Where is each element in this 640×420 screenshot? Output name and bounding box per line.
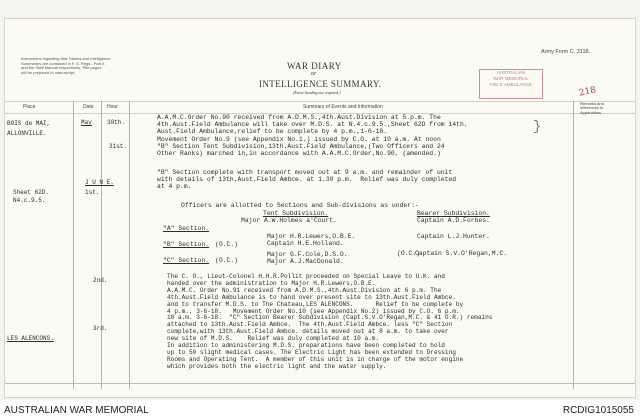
footer-record-id: RCDIG1015055 <box>562 405 634 416</box>
folio-number: 218 <box>578 85 598 99</box>
section-b-oc: (O.C.) <box>215 241 239 248</box>
entry-may-30: A.A.M.C.Order No.90 received from A.D.M.S.,4th.Aust.Division at 5.p.m. The 4th.Aust.Field Ambulance will take over M.D.S. at N.4.c.9.5.,Sheet 62D from 14th. Aust.Field Ambulance,relief to be complete by 4 p.m.,1-6-18. Movement Order No.9 (see Appendix No.1.) issued by C.O. at 10 a.m. At noon "B" Section Tent Subdivision,13th.Aust.Field Ambulance,(Two Officers and 24 Other Ranks) marched in,in accordance with A.A.M.C.Order,No.90, (amended.) <box>157 114 468 158</box>
date-3rd: 3rd. <box>93 325 108 332</box>
date-june: J U N E. <box>85 179 114 186</box>
diary-page <box>4 18 636 398</box>
section-b-tent: Major H.R.Lewers,O.B.E. Captain H.E.Holland. <box>267 233 356 248</box>
section-c-tent: Major G.F.Cole,D.S.O. Major A.J.MacDonald. <box>267 251 348 266</box>
section-a-label: "A" Section. <box>163 225 210 232</box>
page-bottom-rule <box>5 383 635 384</box>
col-rule-date <box>101 101 102 389</box>
date-31st: 31st. <box>109 143 128 150</box>
section-a-tent: Major A.W.Holmes a'Court. <box>241 217 337 224</box>
page-subtitle: INTELLIGENCE SUMMARY. <box>259 79 382 89</box>
col-header-summary: Summary of Events and Information <box>303 104 383 110</box>
section-c-label: "C" Section. <box>163 257 210 264</box>
bearer-subdivision-heading: Bearer Subdivision. <box>417 210 490 217</box>
instructions-note: Instructions regarding War Diaries and Intelligence Summaries are contained in F. S. Regs., Part II. and the Staff Manual respectively. Title pages will be prepared in manuscript. <box>21 56 111 75</box>
awm-stamp <box>479 69 543 99</box>
section-b-bearer: Captain L.J.Hunter. <box>417 233 490 240</box>
col-header-place: Place <box>23 104 36 110</box>
section-c-oc-bearer: (O.C.) <box>397 250 421 257</box>
section-c-oc: (O.C.) <box>215 257 239 264</box>
officers-intro: Officers are allotted to Sections and Sub-divisions as under:- <box>181 202 419 209</box>
date-2nd: 2nd. <box>93 277 108 284</box>
col-rule-hour <box>129 101 130 389</box>
entry-june-2-3: The C. O., Lieut-Colonel H.H.R.Pollit proceeded on Special Leave to U.K. and handed over the administration to Major H.R.Lewers,O.B.E. A.A.M.C. Order No.91 received from A.D.M.S.,4th.Aust.Division at 6 p.m. The 4th.Aust.Field Ambulance is to hand over present site to 13th.Aust.Field Ambce. and to transfer M.D.S. to The Chateau,LES ALENCONS. Relief to be complete by 4 p.m., 3-6-18. Movement Order No.10 (see Appendix No.2) issued by C.O. 6 p.m. 10 a.m. 3-6-18. "C" Section Bearer Subdivision (Capt.S.V.O'Regan,M.C. & 41 O.R.) remains attached to 13th.Aust.Field Ambce. The 4th.Aust.Field Ambce. less "C" Section complete,with 13th.Aust.Field Ambce. details moved out at 8 a.m. to take over new site of M.D.S. Relief was duly completed at 10 a.m. In addition to administering M.D.S. preparations have been completed to hold up to 50 slight medical cases. The Electric Light has been extended to Dressing Rooms and Operating Tent. A member of this unit is in charge of the motor engine which provides both the electric light and the water supply. <box>167 273 493 370</box>
page-title: WAR DIARY <box>287 61 342 71</box>
margin-bracket: } <box>533 119 542 135</box>
place-les-alencons: LES ALENCONS. <box>7 335 54 342</box>
col-rule-summary <box>573 101 574 389</box>
form-number: Army Form C. 2118. <box>541 49 591 55</box>
entry-june-1: "B" Section complete with transport moved out at 9 a.m. and remainder of unit with details of 13th.Aust.Field Ambce. at 1.30 p.m. Relief was duly completed at 4 p.m. <box>157 169 457 191</box>
stamp-text: AUSTRALIAN WAR MEMORIAL FIELD AMBULANCE <box>490 70 532 87</box>
date-may: May <box>81 119 92 126</box>
footer-archive-name: AUSTRALIAN WAR MEMORIAL <box>4 405 149 416</box>
section-c-bearer: Captain S.V.O'Regan,M.C. <box>415 250 508 257</box>
date-1st: 1st. <box>85 189 100 196</box>
place-sheet-62d: Sheet 62D. N4.c.9.5. <box>13 189 50 204</box>
col-header-date: Date <box>83 104 94 110</box>
col-rule-place <box>73 101 74 389</box>
title-or: or <box>311 71 317 77</box>
footer-bar <box>0 400 640 420</box>
header-rule-top <box>5 101 635 102</box>
date-30th: 30th. <box>107 119 126 126</box>
section-a-bearer: Captain A.D.Forbes. <box>417 217 490 224</box>
title-note: (Erase heading not required.) <box>293 90 341 95</box>
section-b-label: "B" Section. <box>163 241 210 248</box>
col-header-hour: Hour <box>107 104 118 110</box>
col-header-remarks: Remarks and references to Appendices <box>580 101 604 115</box>
place-bois-de-mai: BOIS de MAI, ALLONVILLE. <box>7 120 51 137</box>
tent-subdivision-heading: Tent Subdivision. <box>263 210 329 217</box>
